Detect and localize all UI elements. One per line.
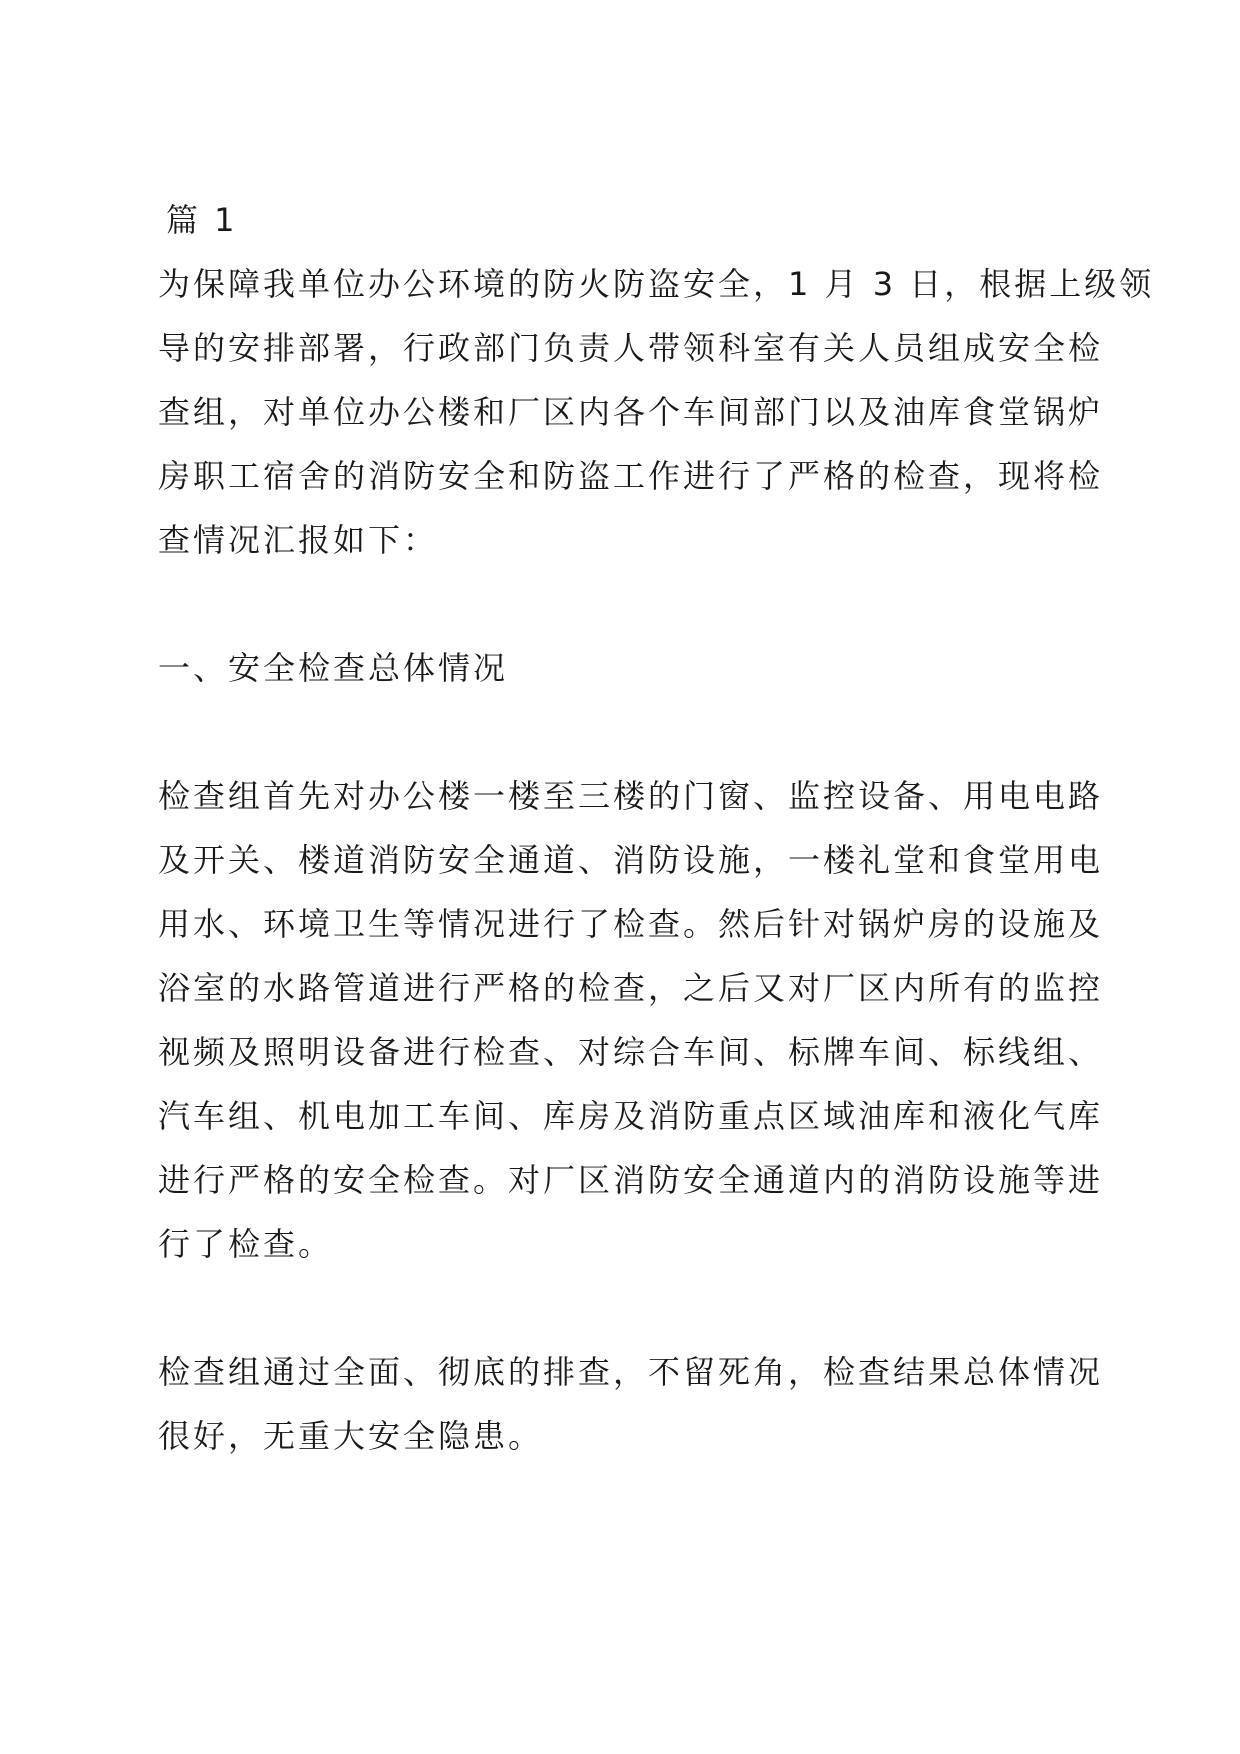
paragraph-spacer [158,700,1088,764]
text-line: 检查组首先对办公楼一楼至三楼的门窗、监控设备、用电电路 [158,777,1104,815]
text-line: 查情况汇报如下： [158,521,439,559]
document-title: 篇 1 [166,201,238,239]
text-line: 查组，对单位办公楼和厂区内各个车间部门以及油库食堂锅炉 [158,393,1104,431]
text-line: 很好，无重大安全隐患。 [158,1417,544,1455]
text-line: 视频及照明设备进行检查、对综合车间、标牌车间、标线组、 [158,1033,1104,1071]
text-line: 汽车组、机电加工车间、库房及消防重点区域油库和液化气库 [158,1097,1104,1135]
text-line: 导的安排部署，行政部门负责人带领科室有关人员组成安全检 [158,329,1104,367]
section-heading: 一、安全检查总体情况 [158,649,509,687]
text-line: 为保障我单位办公环境的防火防盗安全，1 月 3 日，根据上级领 [158,265,1155,303]
text-line: 及开关、楼道消防安全通道、消防设施，一楼礼堂和食堂用电 [158,841,1104,879]
paragraph-inspection-scope [158,764,1104,1276]
paragraph-spacer [158,572,1088,636]
document-body [158,188,1155,1468]
text-line: 浴室的水路管道进行严格的检查，之后又对厂区内所有的监控 [158,969,1104,1007]
paragraph-spacer [158,1276,1088,1340]
text-line: 用水、环境卫生等情况进行了检查。然后针对锅炉房的设施及 [158,905,1104,943]
text-line: 进行严格的安全检查。对厂区消防安全通道内的消防设施等进 [158,1161,1104,1199]
paragraph-result [158,1340,1104,1468]
text-line: 检查组通过全面、彻底的排查，不留死角，检查结果总体情况 [158,1353,1104,1391]
text-line: 行了检查。 [158,1225,334,1263]
text-line: 房职工宿舍的消防安全和防盗工作进行了严格的检查，现将检 [158,457,1104,495]
paragraph-intro [158,252,1155,572]
